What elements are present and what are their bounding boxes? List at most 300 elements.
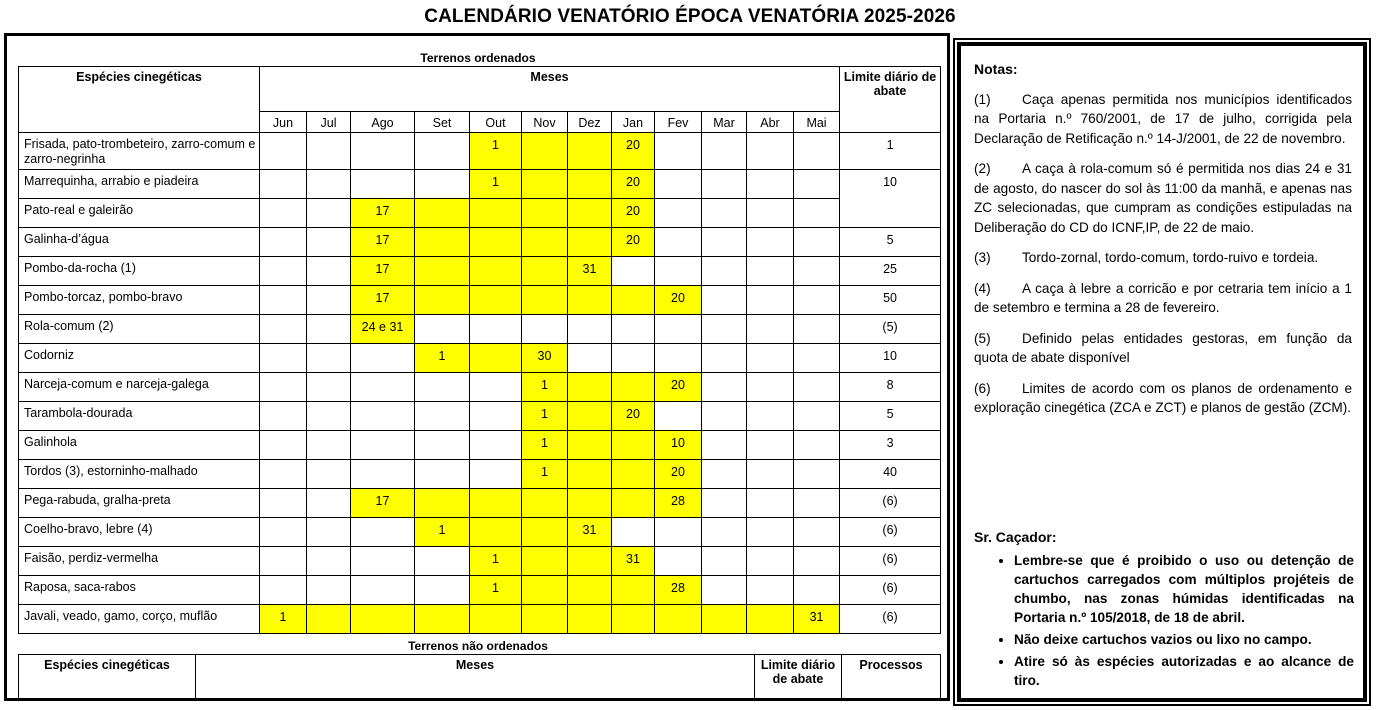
- month-cell: [260, 257, 307, 286]
- month-cell: [612, 344, 655, 373]
- month-cell: 20: [612, 199, 655, 228]
- month-header: Jul: [307, 112, 351, 133]
- month-cell: [655, 518, 702, 547]
- month-cell: [470, 402, 522, 431]
- month-cell: [415, 460, 470, 489]
- month-cell: [568, 605, 612, 634]
- table-row: [19, 257, 941, 286]
- month-cell: [307, 605, 351, 634]
- table-row: [19, 402, 941, 431]
- month-cell: [415, 431, 470, 460]
- month-cell: [702, 344, 747, 373]
- month-cell: [747, 547, 794, 576]
- month-cell: [522, 605, 568, 634]
- note-item: [974, 329, 1352, 368]
- month-cell: [351, 576, 415, 605]
- month-cell: [612, 518, 655, 547]
- note-item: [974, 159, 1352, 237]
- month-cell: [470, 460, 522, 489]
- month-cell: 1: [470, 170, 522, 199]
- month-cell: [702, 170, 747, 199]
- month-cell: 24 e 31: [351, 315, 415, 344]
- species-name: Tordos (3), estorninho-malhado: [19, 460, 260, 489]
- month-cell: [522, 199, 568, 228]
- month-cell: [747, 576, 794, 605]
- month-cell: [747, 257, 794, 286]
- notes-heading: Notas:: [974, 61, 1018, 77]
- month-cell: [351, 170, 415, 199]
- month-cell: [794, 344, 840, 373]
- month-cell: [260, 199, 307, 228]
- month-cell: [415, 133, 470, 170]
- month-cell: [522, 257, 568, 286]
- note-number: (4): [974, 280, 991, 296]
- month-cell: [655, 344, 702, 373]
- month-cell: [702, 228, 747, 257]
- species-name: Pombo-torcaz, pombo-bravo: [19, 286, 260, 315]
- month-cell: [351, 431, 415, 460]
- month-cell: [612, 576, 655, 605]
- month-cell: [307, 402, 351, 431]
- note-text: Caça apenas permitida nos municípios identificados na Portaria n.º 760/2001, de 17 de julho, corrigida pela Declaração de Retificação n.º 14-J/2001, de 22 de novembro.: [974, 91, 1352, 146]
- species-name: Faisão, perdiz-vermelha: [19, 547, 260, 576]
- month-cell: 31: [568, 257, 612, 286]
- month-cell: 31: [612, 547, 655, 576]
- month-cell: [747, 133, 794, 170]
- ordered-lands-table: [18, 66, 941, 634]
- species-name: Tarambola-dourada: [19, 402, 260, 431]
- note-text: Limites de acordo com os planos de ordenamento e exploração cinegética (ZCA e ZCT) e planos de gestão (ZCM).: [974, 380, 1352, 415]
- limit-cell: (5): [840, 315, 941, 344]
- species-name: Galinhola: [19, 431, 260, 460]
- month-cell: [568, 228, 612, 257]
- month-cell: [415, 228, 470, 257]
- table-row: [19, 344, 941, 373]
- month-cell: [702, 199, 747, 228]
- month-cell: [794, 460, 840, 489]
- month-cell: 1: [522, 460, 568, 489]
- limit-cell: 25: [840, 257, 941, 286]
- month-cell: [260, 315, 307, 344]
- month-cell: 20: [655, 460, 702, 489]
- month-cell: [747, 373, 794, 402]
- cacador-bullet: • Atire só às espécies autorizadas e ao alcance de tiro.: [1014, 652, 1354, 690]
- month-cell: [568, 460, 612, 489]
- month-cell: [522, 518, 568, 547]
- month-cell: [747, 315, 794, 344]
- month-cell: [307, 315, 351, 344]
- month-cell: [260, 576, 307, 605]
- month-cell: [655, 199, 702, 228]
- species-name: Pombo-da-rocha (1): [19, 257, 260, 286]
- month-cell: 17: [351, 257, 415, 286]
- month-cell: [351, 402, 415, 431]
- month-cell: [794, 133, 840, 170]
- month-cell: [470, 315, 522, 344]
- month-cell: [794, 257, 840, 286]
- note-number: (1): [974, 91, 991, 107]
- month-header: Out: [470, 112, 522, 133]
- month-cell: [307, 286, 351, 315]
- month-cell: 17: [351, 489, 415, 518]
- month-header: Fev: [655, 112, 702, 133]
- month-cell: [794, 228, 840, 257]
- month-cell: 20: [655, 286, 702, 315]
- species-name: Raposa, saca-rabos: [19, 576, 260, 605]
- month-cell: [307, 547, 351, 576]
- month-cell: [260, 286, 307, 315]
- species-name: Codorniz: [19, 344, 260, 373]
- month-header: Jun: [260, 112, 307, 133]
- month-cell: [794, 518, 840, 547]
- month-cell: [307, 518, 351, 547]
- month-cell: [470, 199, 522, 228]
- month-cell: 1: [470, 547, 522, 576]
- month-cell: 1: [415, 344, 470, 373]
- limit-cell: (6): [840, 489, 941, 518]
- month-cell: [655, 133, 702, 170]
- note-item: [974, 248, 1352, 268]
- limit-cell: 50: [840, 286, 941, 315]
- month-cell: [568, 133, 612, 170]
- header-species-unordered: Espécies cinegéticas: [19, 655, 196, 700]
- section-title-ordenados: Terrenos ordenados: [420, 51, 536, 65]
- month-cell: [568, 373, 612, 402]
- month-cell: [260, 133, 307, 170]
- cacador-heading: Sr. Caçador:: [974, 529, 1057, 545]
- species-name: Coelho-bravo, lebre (4): [19, 518, 260, 547]
- month-cell: [522, 547, 568, 576]
- month-cell: [655, 170, 702, 199]
- month-cell: 1: [522, 402, 568, 431]
- month-cell: [568, 576, 612, 605]
- note-text: Definido pelas entidades gestoras, em função da quota de abate disponível: [974, 330, 1352, 365]
- month-cell: 17: [351, 228, 415, 257]
- month-cell: [415, 257, 470, 286]
- month-cell: 28: [655, 576, 702, 605]
- month-cell: [568, 431, 612, 460]
- table-row: [19, 228, 941, 257]
- month-cell: [612, 373, 655, 402]
- month-cell: [702, 460, 747, 489]
- month-cell: 31: [794, 605, 840, 634]
- note-text: A caça à rola-comum só é permitida nos dias 24 e 31 de agosto, do nascer do sol às 11:00 da manhã, e apenas nas ZC selecionadas, que cumpram as condições estipuladas na Deliberação do CD do ICNF,IP, de 22 de maio.: [974, 161, 1352, 235]
- month-cell: [702, 286, 747, 315]
- cacador-bullet: • Lembre-se que é proibido o uso ou detenção de cartuchos carregados com múltiplos projéteis de chumbo, nas zonas húmidas identificadas na Portaria n.º 105/2018, de 18 de abril.: [1014, 551, 1354, 627]
- month-cell: [307, 489, 351, 518]
- month-cell: [794, 576, 840, 605]
- note-item: [974, 90, 1352, 149]
- month-cell: [568, 315, 612, 344]
- note-number: (6): [974, 380, 991, 396]
- cacador-section: [974, 528, 1354, 693]
- month-cell: [655, 605, 702, 634]
- month-cell: [702, 315, 747, 344]
- month-cell: 1: [470, 576, 522, 605]
- month-cell: [470, 489, 522, 518]
- month-cell: [260, 547, 307, 576]
- limit-cell: 1: [840, 133, 941, 170]
- section-title-nao-ordenados: Terrenos não ordenados: [408, 639, 548, 653]
- month-cell: 17: [351, 199, 415, 228]
- month-cell: [351, 344, 415, 373]
- note-text: A caça à lebre a corricão e por cetraria tem início a 1 de setembro e termina a 28 de fevereiro.: [974, 280, 1352, 315]
- limit-cell: (6): [840, 605, 941, 634]
- month-cell: [568, 402, 612, 431]
- month-cell: [655, 228, 702, 257]
- page-title: CALENDÁRIO VENATÓRIO ÉPOCA VENATÓRIA 2025-2026: [424, 6, 956, 27]
- month-cell: [415, 373, 470, 402]
- month-cell: [568, 286, 612, 315]
- month-cell: [470, 344, 522, 373]
- month-cell: 1: [415, 518, 470, 547]
- month-cell: [612, 489, 655, 518]
- month-cell: [522, 315, 568, 344]
- month-cell: [470, 257, 522, 286]
- month-cell: [470, 228, 522, 257]
- month-cell: [522, 286, 568, 315]
- month-cell: [415, 547, 470, 576]
- month-cell: [522, 228, 568, 257]
- month-cell: [794, 547, 840, 576]
- month-cell: [747, 402, 794, 431]
- month-cell: [655, 547, 702, 576]
- month-cell: [260, 431, 307, 460]
- month-cell: [794, 286, 840, 315]
- month-cell: 20: [655, 373, 702, 402]
- month-cell: [351, 133, 415, 170]
- month-cell: [307, 257, 351, 286]
- cacador-bullet: • Não deixe cartuchos vazios ou lixo no campo.: [1014, 630, 1354, 649]
- species-name: Pega-rabuda, gralha-preta: [19, 489, 260, 518]
- month-header: Mar: [702, 112, 747, 133]
- table-row: [19, 133, 941, 170]
- note-text: Tordo-zornal, tordo-comum, tordo-ruivo e tordeia.: [1022, 250, 1319, 265]
- month-cell: [260, 344, 307, 373]
- species-name: Narceja-comum e narceja-galega: [19, 373, 260, 402]
- month-cell: 20: [612, 228, 655, 257]
- species-name: Frisada, pato-trombeteiro, zarro-comum e zarro-negrinha: [19, 133, 260, 170]
- month-cell: [794, 170, 840, 199]
- month-cell: [612, 605, 655, 634]
- table-row: [19, 199, 941, 228]
- note-item: [974, 279, 1352, 318]
- month-cell: [522, 170, 568, 199]
- month-header: Mai: [794, 112, 840, 133]
- month-cell: [794, 315, 840, 344]
- month-cell: [702, 576, 747, 605]
- species-name: Pato-real e galeirão: [19, 199, 260, 228]
- table-row: [19, 431, 941, 460]
- table-row: [19, 547, 941, 576]
- month-cell: [568, 199, 612, 228]
- month-cell: 20: [612, 133, 655, 170]
- header-limit-unordered: Limite diário de abate: [755, 655, 842, 700]
- month-cell: [415, 576, 470, 605]
- month-cell: [415, 170, 470, 199]
- month-cell: [260, 170, 307, 199]
- month-cell: [260, 460, 307, 489]
- month-cell: [351, 460, 415, 489]
- limit-cell: (6): [840, 547, 941, 576]
- month-cell: [307, 133, 351, 170]
- table-row: [19, 576, 941, 605]
- table-row: [19, 518, 941, 547]
- month-cell: [260, 402, 307, 431]
- species-name: Marrequinha, arrabio e piadeira: [19, 170, 260, 199]
- notes-section: [974, 60, 1352, 429]
- header-process-unordered: Processos: [842, 655, 941, 700]
- header-months: Meses: [260, 67, 840, 112]
- month-cell: [747, 286, 794, 315]
- month-cell: [260, 228, 307, 257]
- month-cell: [702, 402, 747, 431]
- month-cell: [702, 518, 747, 547]
- limit-cell: 40: [840, 460, 941, 489]
- limit-cell: 5: [840, 402, 941, 431]
- month-cell: [702, 431, 747, 460]
- month-cell: [568, 344, 612, 373]
- month-cell: [470, 605, 522, 634]
- month-header: Ago: [351, 112, 415, 133]
- month-cell: 20: [612, 170, 655, 199]
- month-cell: 10: [655, 431, 702, 460]
- note-item: [974, 379, 1352, 418]
- limit-cell: 5: [840, 228, 941, 257]
- month-cell: [568, 170, 612, 199]
- month-cell: [415, 402, 470, 431]
- limit-cell: 8: [840, 373, 941, 402]
- month-cell: 1: [522, 373, 568, 402]
- note-number: (5): [974, 330, 991, 346]
- month-cell: [260, 373, 307, 402]
- month-cell: [307, 199, 351, 228]
- month-cell: 1: [470, 133, 522, 170]
- month-cell: [794, 199, 840, 228]
- month-header: Dez: [568, 112, 612, 133]
- month-cell: [351, 518, 415, 547]
- month-cell: [307, 170, 351, 199]
- month-cell: [612, 315, 655, 344]
- month-cell: [612, 460, 655, 489]
- month-cell: [747, 460, 794, 489]
- month-cell: [747, 518, 794, 547]
- month-cell: [702, 605, 747, 634]
- month-cell: [568, 547, 612, 576]
- month-cell: [260, 489, 307, 518]
- month-cell: [655, 257, 702, 286]
- month-cell: [747, 170, 794, 199]
- month-cell: [307, 228, 351, 257]
- month-cell: [702, 373, 747, 402]
- month-cell: [794, 431, 840, 460]
- month-header: Nov: [522, 112, 568, 133]
- month-cell: 1: [522, 431, 568, 460]
- month-cell: [794, 402, 840, 431]
- note-number: (3): [974, 250, 991, 265]
- month-cell: [470, 373, 522, 402]
- table-row: [19, 605, 941, 634]
- month-cell: 17: [351, 286, 415, 315]
- month-cell: [522, 489, 568, 518]
- month-cell: [351, 547, 415, 576]
- month-cell: [747, 344, 794, 373]
- month-cell: [415, 286, 470, 315]
- table-row: [19, 286, 941, 315]
- month-cell: [522, 576, 568, 605]
- table-row: [19, 460, 941, 489]
- month-cell: [747, 605, 794, 634]
- month-header: Jan: [612, 112, 655, 133]
- species-name: Rola-comum (2): [19, 315, 260, 344]
- month-cell: 31: [568, 518, 612, 547]
- month-cell: 20: [612, 402, 655, 431]
- month-cell: [655, 315, 702, 344]
- month-cell: [702, 257, 747, 286]
- month-cell: [470, 518, 522, 547]
- note-number: (2): [974, 161, 991, 176]
- month-cell: [351, 373, 415, 402]
- month-cell: [655, 402, 702, 431]
- month-cell: [747, 228, 794, 257]
- month-cell: [415, 489, 470, 518]
- table-row: [19, 489, 941, 518]
- limit-cell: 10: [840, 170, 941, 228]
- month-cell: [415, 199, 470, 228]
- month-cell: [747, 489, 794, 518]
- month-cell: [612, 286, 655, 315]
- month-cell: [260, 518, 307, 547]
- species-name: Galinha-d’água: [19, 228, 260, 257]
- header-months-unordered: Meses: [196, 655, 755, 700]
- table-row: [19, 315, 941, 344]
- month-cell: [702, 489, 747, 518]
- month-cell: [702, 547, 747, 576]
- month-cell: [307, 373, 351, 402]
- month-cell: [307, 431, 351, 460]
- species-name: Javali, veado, gamo, corço, muflão: [19, 605, 260, 634]
- month-cell: [307, 460, 351, 489]
- month-cell: 30: [522, 344, 568, 373]
- month-cell: [351, 605, 415, 634]
- table-row: [19, 170, 941, 199]
- month-cell: [522, 133, 568, 170]
- month-cell: [470, 286, 522, 315]
- limit-cell: (6): [840, 518, 941, 547]
- month-cell: [568, 489, 612, 518]
- month-cell: [747, 431, 794, 460]
- month-cell: 28: [655, 489, 702, 518]
- month-cell: [415, 605, 470, 634]
- month-cell: [307, 576, 351, 605]
- limit-cell: 10: [840, 344, 941, 373]
- month-cell: [612, 431, 655, 460]
- month-cell: [747, 199, 794, 228]
- month-cell: [702, 133, 747, 170]
- month-cell: 1: [260, 605, 307, 634]
- month-header: Set: [415, 112, 470, 133]
- month-cell: [307, 344, 351, 373]
- table-row: [19, 373, 941, 402]
- month-header: Abr: [747, 112, 794, 133]
- month-cell: [794, 489, 840, 518]
- month-cell: [470, 431, 522, 460]
- month-cell: [794, 373, 840, 402]
- limit-cell: (6): [840, 576, 941, 605]
- unordered-lands-table: [18, 654, 941, 700]
- limit-cell: 3: [840, 431, 941, 460]
- header-limit: Limite diário de abate: [840, 67, 941, 133]
